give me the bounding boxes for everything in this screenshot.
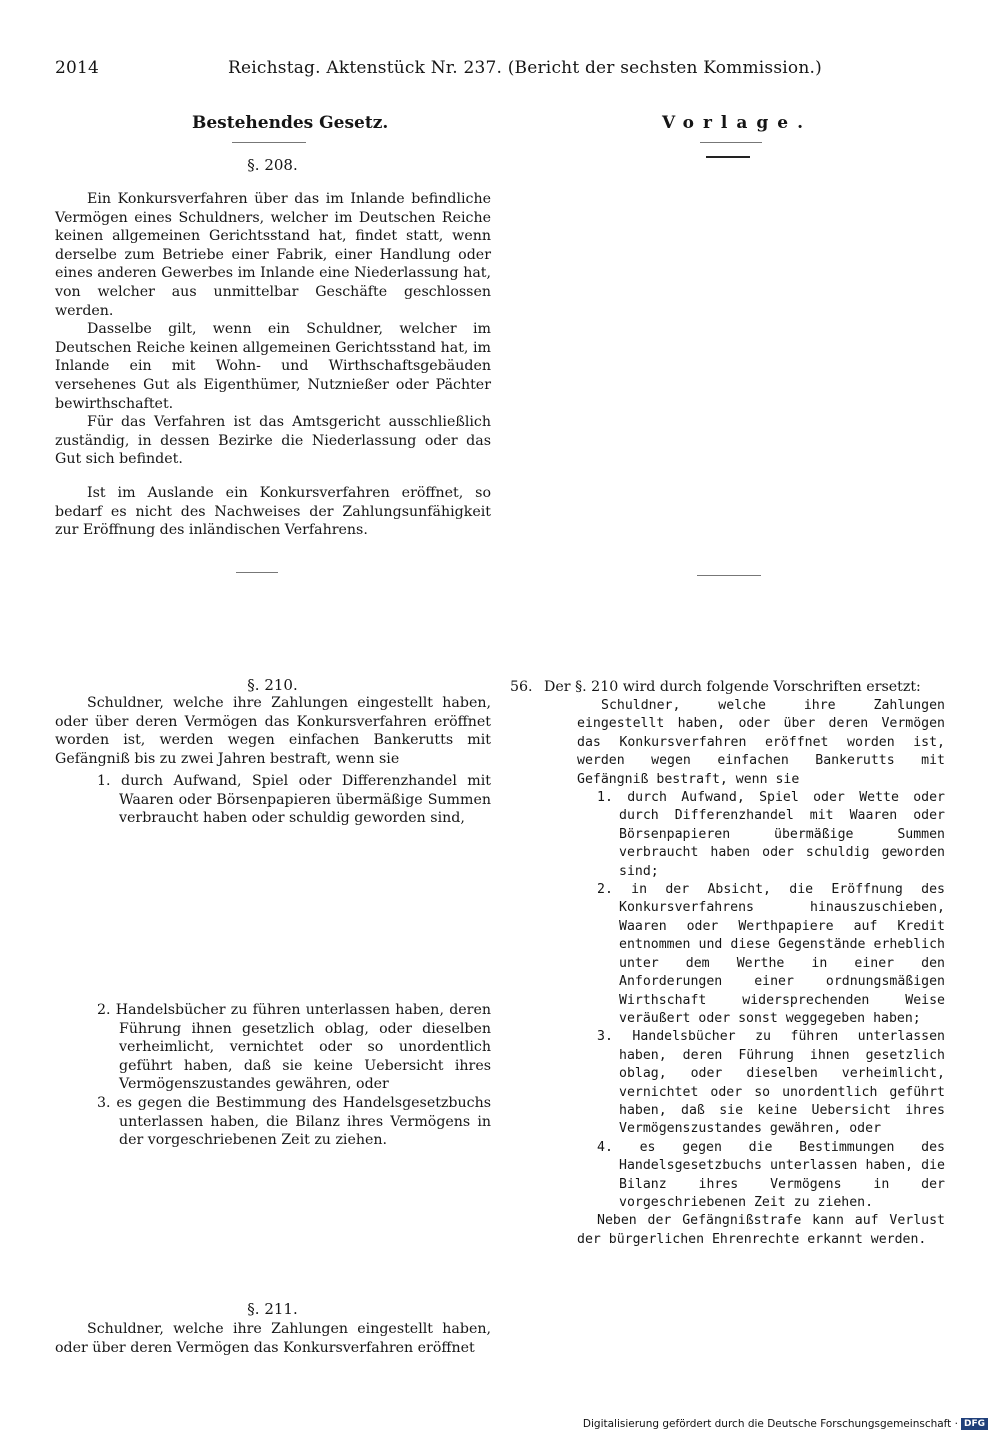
section-211-body (55, 1320, 491, 1357)
section-208-body (55, 190, 491, 469)
section-208-paragraph-1: Ein Konkursverfahren über das im Inlande befindliche Vermögen eines Schuldners, welcher im Deutschen Reiche keinen allgemeinen Gerichtsstand hat, findet statt, wenn derselbe zum Betriebe einer Fabrik, einer Handlung oder eines anderen Gewerbes im Inlande eine Niederlassung hat, von welcher aus unmittelbar Geschäfte geschlossen werden. (55, 191, 491, 319)
left-column-title: Bestehendes Gesetz. (192, 113, 389, 133)
page-number: 2014 (55, 58, 100, 78)
title-rule-right-bold (706, 156, 750, 158)
title-rule-right-thin (700, 142, 762, 143)
section-210-item-1 (97, 772, 491, 828)
section-208-heading: §. 208. (247, 156, 298, 174)
amendment-item-3: 3. Handelsbücher zu führen unterlassen haben, deren Führung ihnen gesetzlich oblag, oder dieselben verheimlicht, vernichtet oder so unordentlich geführt haben, daß sie keine Uebersicht ihres Vermögenszustandes gewähren, oder (597, 1029, 945, 1137)
amendment-item-4: 4. es gegen die Bestimmungen des Handelsgesetzbuchs unterlassen haben, die Bilanz ihres Vermögens in der vorgeschriebenen Zeit zu ziehen. (597, 1139, 945, 1210)
section-210-item-3-text: 3. es gegen die Bestimmung des Handelsgesetzbuchs unterlassen haben, die Bilanz ihres Vermögens in der vorgeschriebenen Zeit zu ziehen. (97, 1094, 491, 1149)
footer-credit (583, 1418, 988, 1430)
amendment-lead: Der §. 210 wird durch folgende Vorschriften ersetzt: (544, 679, 921, 695)
running-title: Reichstag. Aktenstück Nr. 237. (Bericht der sechsten Kommission.) (228, 58, 822, 78)
amendment-number: 56. (510, 679, 533, 695)
amendment-items (577, 789, 945, 1212)
section-208-paragraph-3: Für das Verfahren ist das Amtsgericht ausschließlich zuständig, in dessen Bezirke die Niederlassung oder das Gut sich befindet. (55, 414, 491, 468)
section-210-body (55, 694, 491, 768)
separator-right (697, 575, 761, 576)
footer-text: Digitalisierung gefördert durch die Deutsche Forschungsgemeinschaft · (582, 1418, 958, 1430)
section-211-text: Schuldner, welche ihre Zahlungen eingestellt haben, oder über deren Vermögen das Konkursverfahren eröffnet (55, 1321, 491, 1356)
amendment-item-1: 1. durch Aufwand, Spiel oder Wette oder durch Differenzhandel mit Waaren oder Börsenpapieren übermäßige Summen verbraucht haben oder schuldig geworden sind; (597, 790, 945, 879)
section-210-items-2-3 (97, 1001, 491, 1150)
title-rule-left (232, 142, 306, 143)
amendment-intro: Schuldner, welche ihre Zahlungen eingestellt haben, oder über deren Vermögen das Konkursverfahren eröffnet worden ist, werden wegen einfachen Bankerutts mit Gefängniß bestraft, wenn sie (577, 698, 945, 787)
section-210-item-1-text: 1. durch Aufwand, Spiel oder Differenzhandel mit Waaren oder Börsenpapieren übermäßige Summen verbraucht haben oder schuldig geworden sind, (97, 773, 491, 827)
section-208-paragraph-4: Ist im Auslande ein Konkursverfahren eröffnet, so bedarf es nicht des Nachweises der Zahlungsunfähigkeit zur Eröffnung des inländischen Verfahrens. (55, 485, 491, 539)
amendment-body (577, 697, 945, 1249)
amendment-closing: Neben der Gefängnißstrafe kann auf Verlust der bürgerlichen Ehrenrechte erkannt werden. (577, 1213, 945, 1247)
separator-left (236, 572, 278, 573)
section-210-item-2-text: 2. Handelsbücher zu führen unterlassen haben, deren Führung ihnen gesetzlich oblag, oder dieselben verheimlicht, vernichtet oder so unordentlich geführt haben, daß sie keine Uebersicht ihres Vermögenszustandes gewähren, oder (97, 1002, 491, 1093)
dfg-logo: DFG (961, 1418, 988, 1430)
right-column-title: Vorlage. (662, 113, 813, 133)
section-210-intro: Schuldner, welche ihre Zahlungen eingestellt haben, oder über deren Vermögen das Konkursverfahren eröffnet worden ist, werden wegen einfachen Bankerutts mit Gefängniß bis zu zwei Jahren bestraft, wenn sie (55, 695, 491, 767)
section-211-heading: §. 211. (247, 1300, 298, 1318)
section-208-foreign (55, 484, 491, 540)
section-210-heading: §. 210. (247, 676, 298, 694)
section-208-paragraph-2: Dasselbe gilt, wenn ein Schuldner, welcher im Deutschen Reiche keinen allgemeinen Gerichtsstand hat, im Inlande ein mit Wohn- und Wirthschaftsgebäuden versehenes Gut als Eigenthümer, Nutznießer oder Pächter bewirthschaftet. (55, 321, 491, 412)
amendment-item-2: 2. in der Absicht, die Eröffnung des Konkursverfahrens hinauszuschieben, Waaren oder Werthpapiere auf Kredit entnommen und diese Gegenstände erheblich unter dem Werthe in einer den Anforderungen einer ordnungsmäßigen Wirthschaft widersprechenden Weise veräußert oder sonst weggegeben haben; (597, 882, 945, 1026)
